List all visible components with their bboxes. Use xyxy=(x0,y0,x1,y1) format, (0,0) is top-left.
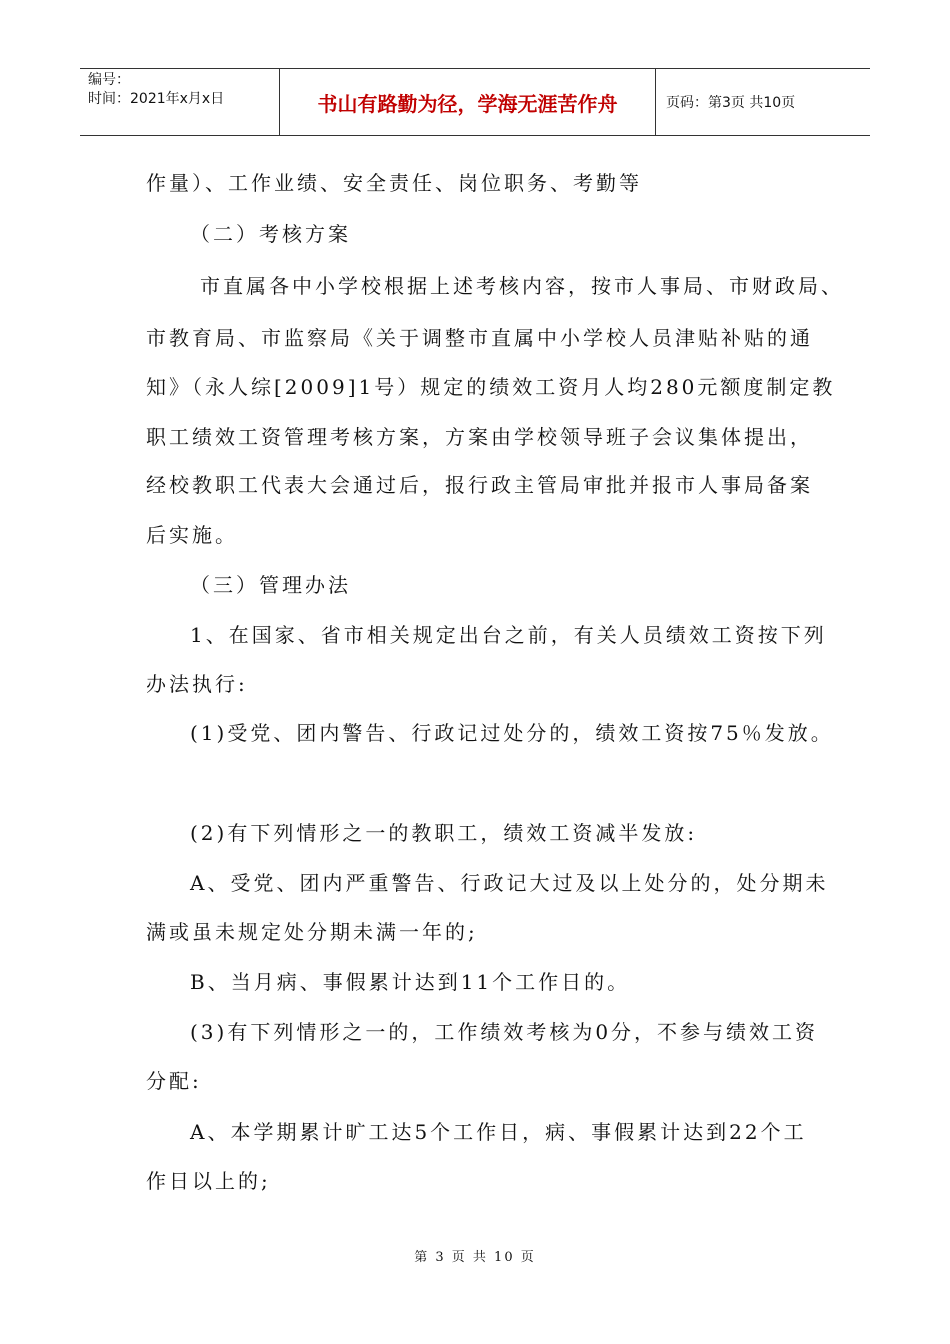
body-line: A、受党、团内严重警告、行政记大过及以上处分的，处分期未 xyxy=(190,871,829,895)
body-line: 作量）、工作业绩、安全责任、岗位职务、考勤等 xyxy=(146,171,642,195)
body-line: 职工绩效工资管理考核方案，方案由学校领导班子会议集体提出， xyxy=(146,425,813,449)
body-line: 满或虽未规定处分期未满一年的; xyxy=(146,920,478,944)
body-line: 作日以上的; xyxy=(146,1169,271,1193)
document-time-label: 时间：2021年x月x日 xyxy=(88,91,225,107)
body-line: 市直属各中小学校根据上述考核内容，按市人事局、市财政局、 xyxy=(200,274,844,298)
body-line: 经校教职工代表大会通过后，报行政主管局审批并报市人事局备案 xyxy=(146,473,813,497)
body-line: (2)有下列情形之一的教职工，绩效工资减半发放: xyxy=(190,821,698,845)
body-line: (3)有下列情形之一的，工作绩效考核为0分，不参与绩效工资 xyxy=(190,1020,819,1044)
header-meta xyxy=(80,69,280,135)
header-page-info: 页码：第3页 共10页 xyxy=(666,95,796,111)
document-header xyxy=(80,68,870,136)
page-footer: 第 3 页 共 10 页 xyxy=(414,1250,536,1265)
body-line: 知》（永人综[2009]1号）规定的绩效工资月人均280元额度制定教 xyxy=(146,375,836,399)
document-number-label: 编号： xyxy=(88,72,130,88)
section-heading: （三）管理办法 xyxy=(190,573,351,597)
body-line: 1、在国家、省市相关规定出台之前，有关人员绩效工资按下列 xyxy=(190,623,827,647)
body-line: 办法执行: xyxy=(146,672,248,696)
body-line: 市教育局、市监察局《关于调整市直属中小学校人员津贴补贴的通 xyxy=(146,326,813,350)
header-motto: 书山有路勤为径，学海无涯苦作舟 xyxy=(280,69,656,135)
body-line: 后实施。 xyxy=(146,523,238,547)
body-line: A、本学期累计旷工达5个工作日，病、事假累计达到22个工 xyxy=(190,1120,807,1144)
section-heading: （二）考核方案 xyxy=(190,222,351,246)
body-line: (1)受党、团内警告、行政记过处分的，绩效工资按75％发放。 xyxy=(190,721,834,745)
body-line: B、当月病、事假累计达到11个工作日的。 xyxy=(190,970,631,994)
body-line: 分配: xyxy=(146,1069,202,1093)
